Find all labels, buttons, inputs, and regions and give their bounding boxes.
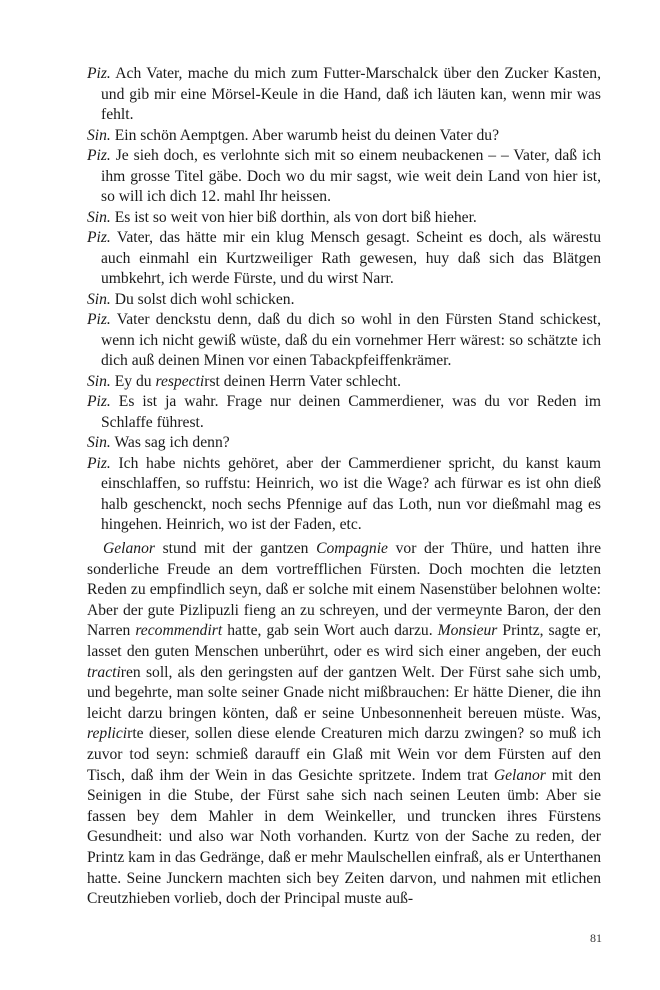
dialogue-line xyxy=(87,146,601,208)
prose-text: hatte, gab sein Wort auch darzu. xyxy=(222,622,438,640)
prose-text: vor der Thüre, und hatten ihre sonderliche Freude an dem vortrefflichen Fürsten. Doch mochten die letzten Reden zu empfindlich seyn, daß er solche mit einem Nasenstüber belohnen wolte: Aber der gute Pizlipuzli fieng an zu schreyen, und der vermeynte Baron, der den Narren xyxy=(87,540,601,640)
dialogue-text: Ein schön Aemptgen. Aber warumb heist du deinen Vater du? xyxy=(110,126,499,144)
dialogue-text: Du solst dich wohl schicken. xyxy=(110,290,295,308)
dialogue-line xyxy=(87,290,601,311)
speaker-label: Sin. xyxy=(87,290,111,308)
dialogue-text: Es ist ja wahr. Frage nur deinen Cammerdiener, was du vor Reden im Schlaffe führest. xyxy=(101,393,601,431)
prose-text: rte dieser, sollen diese elende Creaturen mich darzu zwingen? so muß ich zuvor tod seyn: schmieß darauff ein Glaß mit Wein vor dem Fürsten auf den Tisch, daß ihm der Wein in das Gesichte spritzete. Indem trat xyxy=(87,725,601,784)
page-number: 81 xyxy=(590,931,602,945)
dialogue-text: Ich habe nichts gehöret, aber der Cammerdiener spricht, du kanst kaum einschlaffen, so ruffstu: Heinrich, wo ist die Wage? ach fürwar es ist ohn dieß halb geschenckt, noch sechs Pfennige auf das Loth, nun vor dießmahl mag es hingehen. Heinrich, wo ist der Faden, etc. xyxy=(101,454,601,533)
dialogue-line xyxy=(87,392,601,433)
dialogue-line xyxy=(87,454,601,536)
prose-italic: tracti xyxy=(87,663,121,681)
prose-italic: recommendirt xyxy=(135,622,223,640)
speaker-label: Piz. xyxy=(87,65,111,82)
speaker-label: Piz. xyxy=(87,147,111,164)
dialogue-line xyxy=(87,208,601,229)
prose-text: mit den Seinigen in die Stube, der Fürst sahe sich nach seinen Leuten ümb: Aber sie fassen bey dem Mahler in dem Weinkeller, und truncken ihres Fürstens Gesundheit: und also war Noth vorhanden. Kurtz von der Sache zu reden, der Printz kam in das Gedränge, daß er mehr Maulschellen einfraß, als er Unterthanen hatte. Seine Junckern machten sich bey Zeiten darvon, und nahmen mit etlichen Creutzhieben vorlieb, doch der Principal muste auß- xyxy=(87,766,601,908)
speaker-label: Piz. xyxy=(87,311,111,328)
dialogue-line xyxy=(87,126,601,147)
speaker-label: Sin. xyxy=(87,434,111,451)
dialogue-text: Vater, das hätte mir ein klug Mensch gesagt. Scheint es doch, als wärestu auch einmahl ein Kurtzweiliger Rath gewesen, huy daß sich das Blätgen umbkehrt, ich werde Fürste, und du wirst Narr. xyxy=(101,229,601,287)
prose-text: Printz, sagte er, lasset den guten Menschen unberührt, oder es wird sich einer angeben, der euch xyxy=(87,622,601,660)
speaker-label: Piz. xyxy=(87,229,111,246)
prose-italic: Gelanor xyxy=(103,540,155,557)
speaker-label: Sin. xyxy=(87,372,111,390)
dialogue-line xyxy=(87,228,601,290)
dialogue-italic: respecti xyxy=(155,372,205,390)
prose-paragraph xyxy=(87,539,601,910)
prose-italic: replici xyxy=(87,725,128,743)
speaker-label: Sin. xyxy=(87,208,111,226)
dialogue-text: rst deinen Herrn Vater schlecht. xyxy=(204,372,401,390)
dialogue-text: Was sag ich denn? xyxy=(110,434,230,451)
prose-italic: Gelanor xyxy=(493,766,546,784)
dialogue-text: Je sieh doch, es verlohnte sich mit so einem neubackenen – – Vater, daß ich ihm grosse Titel gäbe. Doch wo du mir sagst, wie weit dein Land von hier ist, so will ich dich 12. mahl Ihr heissen. xyxy=(101,147,601,205)
speaker-label: Sin. xyxy=(87,126,111,144)
dialogue-text: Vater denckstu denn, daß du dich so wohl in den Fürsten Stand schickest, wenn ich nicht gewiß wüste, daß du ein vornehmer Herr wärest: so schätzte ich dich auß deinen Minen vor einen Tabackpfeiffenkrämer. xyxy=(101,311,601,369)
dialogue-line xyxy=(87,433,601,454)
speaker-label: Piz. xyxy=(87,454,111,472)
prose-italic: Monsieur xyxy=(437,622,498,640)
dialogue-text: Ach Vater, mache du mich zum Futter-Marschalck über den Zucker Kasten, und gib mir eine Mörsel-Keule in die Hand, daß ich läuten kan, wenn mir was fehlt. xyxy=(101,65,601,123)
dialogue-line xyxy=(87,372,601,393)
dialogue-line xyxy=(87,64,601,126)
dialogue-text: Es ist so weit von hier biß dorthin, als von dort biß hieher. xyxy=(110,208,477,226)
prose-text: stund mit der gantzen xyxy=(154,540,317,557)
dialogue-text: Ey du xyxy=(110,372,156,390)
dialogue-block xyxy=(87,64,601,536)
prose-italic: Compagnie xyxy=(316,540,388,557)
speaker-label: Piz. xyxy=(87,393,111,410)
dialogue-line xyxy=(87,310,601,372)
prose-text: ren soll, als den geringsten auf der gantzen Welt. Der Fürst sahe sich umb, und begehrte, man solte seiner Gnade nicht mißbrauchen: Er hätte Diener, die ihn leicht darzu bringen könten, daß er seine Unbesonnenheit bereuen müste. Was, xyxy=(87,663,601,722)
